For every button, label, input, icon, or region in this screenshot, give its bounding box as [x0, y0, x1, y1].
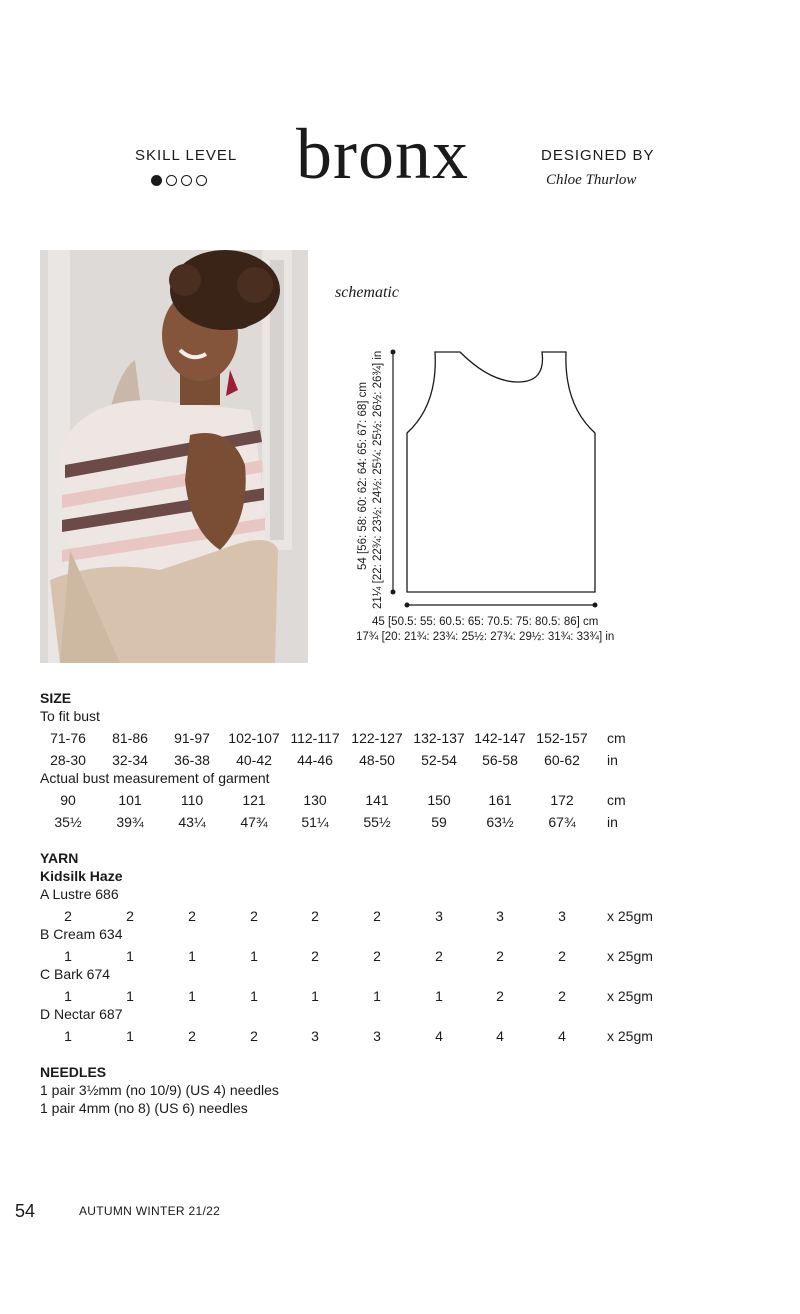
size-value: 112-117	[290, 730, 340, 746]
pattern-title: bronx	[296, 114, 469, 194]
size-value: 1	[373, 988, 381, 1004]
needles-heading: NEEDLES	[40, 1064, 107, 1080]
size-value: 2	[373, 908, 381, 924]
length-cm-label: 54 [56: 58: 60: 62: 64: 65: 67: 68] cm	[357, 382, 369, 570]
yarn-colour-label: D Nectar 687	[40, 1006, 123, 1022]
size-value: 3	[311, 1028, 319, 1044]
issue-label: AUTUMN WINTER 21/22	[79, 1204, 221, 1218]
yarn-heading: YARN	[40, 850, 79, 866]
size-value: 3	[558, 908, 566, 924]
size-value: 1	[311, 988, 319, 1004]
size-value: 3	[373, 1028, 381, 1044]
size-value: 150	[427, 792, 451, 808]
size-value: 35½	[54, 814, 82, 830]
fit-in-row	[0, 752, 800, 772]
size-value: 59	[431, 814, 447, 830]
size-value: 2	[496, 948, 504, 964]
size-value: 71-76	[50, 730, 86, 746]
size-value: 1	[64, 988, 72, 1004]
size-value: 2	[558, 988, 566, 1004]
fit-bust-label: To fit bust	[40, 708, 100, 724]
size-value: 142-147	[474, 730, 526, 746]
yarn-qty-row	[0, 1028, 800, 1048]
width-in-label: 17¾ [20: 21¾: 23¾: 25½: 27¾: 29½: 31¾: 33¾] in	[356, 631, 615, 643]
size-value: 51¼	[301, 814, 329, 830]
unit-label: x 25gm	[607, 1028, 653, 1044]
size-value: 1	[250, 988, 258, 1004]
size-value: 36-38	[174, 752, 210, 768]
size-value: 48-50	[359, 752, 395, 768]
size-value: 2	[188, 908, 196, 924]
unit-label: cm	[607, 730, 626, 746]
size-value: 1	[188, 988, 196, 1004]
size-value: 2	[188, 1028, 196, 1044]
size-value: 2	[496, 988, 504, 1004]
skill-level-rating	[151, 175, 207, 186]
yarn-qty-row	[0, 948, 800, 968]
size-value: 1	[126, 948, 134, 964]
yarn-colour-label: A Lustre 686	[40, 886, 119, 902]
skill-dot-empty	[196, 175, 207, 186]
schematic-label: schematic	[335, 284, 399, 301]
size-value: 1	[188, 948, 196, 964]
size-value: 161	[488, 792, 512, 808]
size-value: 172	[550, 792, 574, 808]
size-value: 102-107	[228, 730, 280, 746]
size-value: 47¾	[240, 814, 268, 830]
needle-item: 1 pair 4mm (no 8) (US 6) needles	[40, 1100, 248, 1116]
size-value: 43¼	[178, 814, 206, 830]
skill-dot-filled	[151, 175, 162, 186]
actual-in-row	[0, 814, 800, 834]
size-value: 2	[64, 908, 72, 924]
size-value: 1	[126, 988, 134, 1004]
unit-label: in	[607, 752, 618, 768]
size-value: 90	[60, 792, 76, 808]
size-value: 67¾	[548, 814, 576, 830]
size-value: 4	[435, 1028, 443, 1044]
size-value: 4	[496, 1028, 504, 1044]
size-value: 52-54	[421, 752, 457, 768]
size-value: 1	[126, 1028, 134, 1044]
size-value: 28-30	[50, 752, 86, 768]
size-value: 4	[558, 1028, 566, 1044]
size-value: 2	[435, 948, 443, 964]
size-value: 132-137	[413, 730, 465, 746]
model-photo	[40, 250, 308, 663]
size-value: 44-46	[297, 752, 333, 768]
garment-outline	[407, 352, 595, 592]
size-value: 39¾	[116, 814, 144, 830]
unit-label: x 25gm	[607, 948, 653, 964]
size-value: 63½	[486, 814, 514, 830]
size-heading: SIZE	[40, 690, 72, 706]
fit-cm-row	[0, 730, 800, 750]
size-value: 101	[118, 792, 142, 808]
size-value: 152-157	[536, 730, 588, 746]
yarn-qty-row	[0, 988, 800, 1008]
size-value: 91-97	[174, 730, 210, 746]
size-value: 3	[435, 908, 443, 924]
unit-label: in	[607, 814, 618, 830]
yarn-colour-label: C Bark 674	[40, 966, 111, 982]
size-value: 122-127	[351, 730, 403, 746]
size-value: 2	[311, 948, 319, 964]
size-value: 2	[558, 948, 566, 964]
yarn-qty-row	[0, 908, 800, 928]
size-value: 2	[311, 908, 319, 924]
size-value: 110	[180, 792, 204, 808]
designed-by-label: DESIGNED BY	[541, 147, 655, 164]
skill-dot-empty	[166, 175, 177, 186]
size-value: 2	[126, 908, 134, 924]
size-value: 55½	[363, 814, 391, 830]
size-value: 130	[303, 792, 327, 808]
size-value: 1	[64, 948, 72, 964]
needle-item: 1 pair 3½mm (no 10/9) (US 4) needles	[40, 1082, 279, 1098]
size-value: 60-62	[544, 752, 580, 768]
size-value: 2	[250, 908, 258, 924]
size-value: 1	[250, 948, 258, 964]
unit-label: x 25gm	[607, 908, 653, 924]
actual-bust-label: Actual bust measurement of garment	[40, 770, 270, 786]
designer-name: Chloe Thurlow	[546, 172, 637, 188]
skill-level-label: SKILL LEVEL	[135, 147, 238, 164]
unit-label: cm	[607, 792, 626, 808]
length-in-label: 21¼ [22: 22¾: 23½: 24½: 25¼: 25½: 26½: 26¾] in	[372, 350, 384, 609]
schematic-diagram	[340, 305, 680, 655]
size-value: 56-58	[482, 752, 518, 768]
skill-dot-empty	[181, 175, 192, 186]
size-value: 2	[250, 1028, 258, 1044]
size-value: 3	[496, 908, 504, 924]
unit-label: x 25gm	[607, 988, 653, 1004]
yarn-colour-label: B Cream 634	[40, 926, 123, 942]
size-value: 2	[373, 948, 381, 964]
size-value: 81-86	[112, 730, 148, 746]
yarn-name: Kidsilk Haze	[40, 868, 123, 884]
size-value: 141	[365, 792, 389, 808]
size-value: 121	[242, 792, 266, 808]
actual-cm-row	[0, 792, 800, 812]
size-value: 32-34	[112, 752, 148, 768]
size-value: 1	[64, 1028, 72, 1044]
size-value: 40-42	[236, 752, 272, 768]
page-number: 54	[15, 1201, 36, 1221]
size-value: 1	[435, 988, 443, 1004]
width-cm-label: 45 [50.5: 55: 60.5: 65: 70.5: 75: 80.5: 86] cm	[372, 616, 599, 628]
